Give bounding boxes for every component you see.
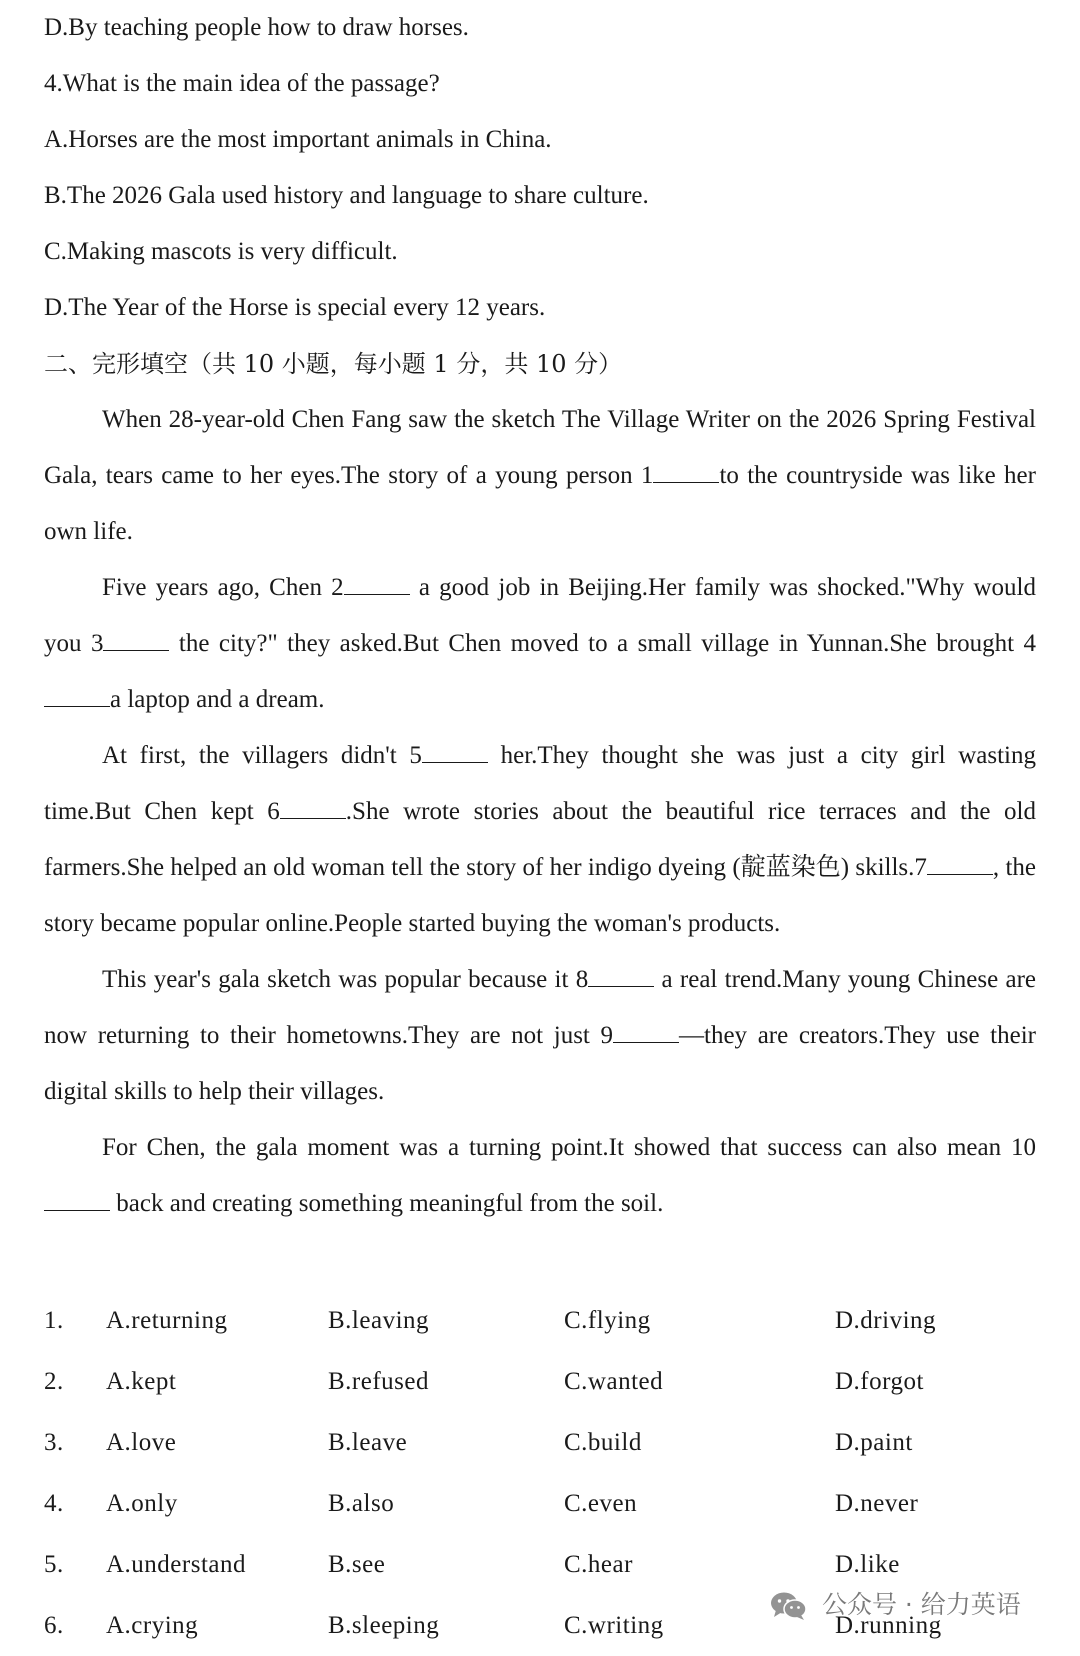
blank-7 xyxy=(927,854,993,875)
option-c: C.build xyxy=(564,1429,642,1456)
passage-text: a good job in Beijing.Her family was shocked."Why would you 3 xyxy=(44,574,1036,657)
option-c: C.flying xyxy=(564,1307,651,1334)
option-a: A.only xyxy=(106,1490,178,1517)
passage-paragraph-2 xyxy=(44,560,1036,728)
passage-text: —they are creators.They use their digital skills to help their villages. xyxy=(44,1022,1036,1105)
option-a: A.understand xyxy=(106,1551,246,1578)
option-b: B.sleeping xyxy=(328,1612,440,1639)
question-line: 4.What is the main idea of the passage? xyxy=(44,70,440,97)
option-number: 2. xyxy=(44,1368,64,1395)
blank-1 xyxy=(653,462,719,483)
passage-paragraph-1 xyxy=(44,392,1036,560)
passage-text: the city?" they asked.But Chen moved to a small village in Yunnan.She brought 4 xyxy=(169,630,1037,657)
option-d: D.never xyxy=(835,1490,919,1517)
option-b: B.also xyxy=(328,1490,395,1517)
option-row xyxy=(44,1412,1036,1473)
passage-text: back and creating something meaningful from the soil. xyxy=(110,1190,664,1217)
option-number: 3. xyxy=(44,1429,64,1456)
option-number: 1. xyxy=(44,1307,64,1334)
question-line: C.Making mascots is very difficult. xyxy=(44,238,398,265)
passage-text: .She wrote stories about the beautiful rice terraces and the old farmers.She helped an old woman tell the story of her indigo dyeing (靛蓝染色) skills.7 xyxy=(44,798,1037,881)
question-line: D.By teaching people how to draw horses. xyxy=(44,14,469,41)
question-line: D.The Year of the Horse is special every 12 years. xyxy=(44,294,546,321)
passage-paragraph-5 xyxy=(44,1120,1036,1232)
passage-paragraph-3 xyxy=(44,728,1036,952)
passage-text: a laptop and a dream. xyxy=(110,686,325,713)
wechat-icon xyxy=(770,1591,808,1621)
passage-text: When 28-year-old Chen Fang saw the sketch The Village Writer on the 2026 Spring Festival Gala, tears came to her eyes.The story of a young person 1 xyxy=(44,406,1036,489)
option-a: A.returning xyxy=(106,1307,228,1334)
blank-8 xyxy=(588,966,654,987)
option-d: D.like xyxy=(835,1551,900,1578)
passage-text: Five years ago, Chen 2 xyxy=(102,574,344,601)
question-line: A.Horses are the most important animals in China. xyxy=(44,126,552,153)
blank-9 xyxy=(613,1022,679,1043)
option-b: B.see xyxy=(328,1551,386,1578)
blank-2 xyxy=(344,574,410,595)
blank-5 xyxy=(422,742,488,763)
option-d: D.running xyxy=(835,1612,942,1639)
option-b: B.leave xyxy=(328,1429,408,1456)
option-a: A.love xyxy=(106,1429,177,1456)
option-a: A.kept xyxy=(106,1368,177,1395)
passage-text: to the countryside was like her own life. xyxy=(44,462,1036,545)
option-c: C.hear xyxy=(564,1551,633,1578)
passage-text: For Chen, the gala moment was a turning point.It showed that success can also mean 10 xyxy=(102,1134,1036,1161)
option-b: B.refused xyxy=(328,1368,429,1395)
option-number: 4. xyxy=(44,1490,64,1517)
passage-text: , the story became popular online.People started buying the woman's products. xyxy=(44,854,1036,937)
question-line: B.The 2026 Gala used history and language to share culture. xyxy=(44,182,649,209)
option-row xyxy=(44,1290,1036,1351)
passage-text: a real trend.Many young Chinese are now returning to their hometowns.They are not just 9 xyxy=(44,966,1036,1049)
wechat-watermark xyxy=(770,1582,1021,1628)
watermark-text: 公众号 · 给力英语 xyxy=(821,1590,1021,1619)
passage-text: her.They thought she was just a city girl wasting time.But Chen kept 6 xyxy=(44,742,1036,825)
option-number: 5. xyxy=(44,1551,64,1578)
blank-3 xyxy=(103,630,169,651)
option-d: D.forgot xyxy=(835,1368,924,1395)
passage-paragraph-4 xyxy=(44,952,1036,1120)
option-c: C.even xyxy=(564,1490,638,1517)
exam-page xyxy=(44,0,1036,1232)
option-d: D.driving xyxy=(835,1307,937,1334)
passage-text: This year's gala sketch was popular because it 8 xyxy=(102,966,589,993)
option-d: D.paint xyxy=(835,1429,913,1456)
blank-6 xyxy=(280,798,346,819)
option-row xyxy=(44,1473,1036,1534)
option-b: B.leaving xyxy=(328,1307,430,1334)
blank-4 xyxy=(44,686,110,707)
option-c: C.writing xyxy=(564,1612,664,1639)
blank-10 xyxy=(44,1190,110,1211)
section-heading: 二、完形填空（共 10 小题，每小题 1 分，共 10 分） xyxy=(44,350,623,378)
option-row xyxy=(44,1351,1036,1412)
option-number: 6. xyxy=(44,1612,64,1639)
passage-text: At first, the villagers didn't 5 xyxy=(102,742,422,769)
option-c: C.wanted xyxy=(564,1368,664,1395)
option-a: A.crying xyxy=(106,1612,199,1639)
